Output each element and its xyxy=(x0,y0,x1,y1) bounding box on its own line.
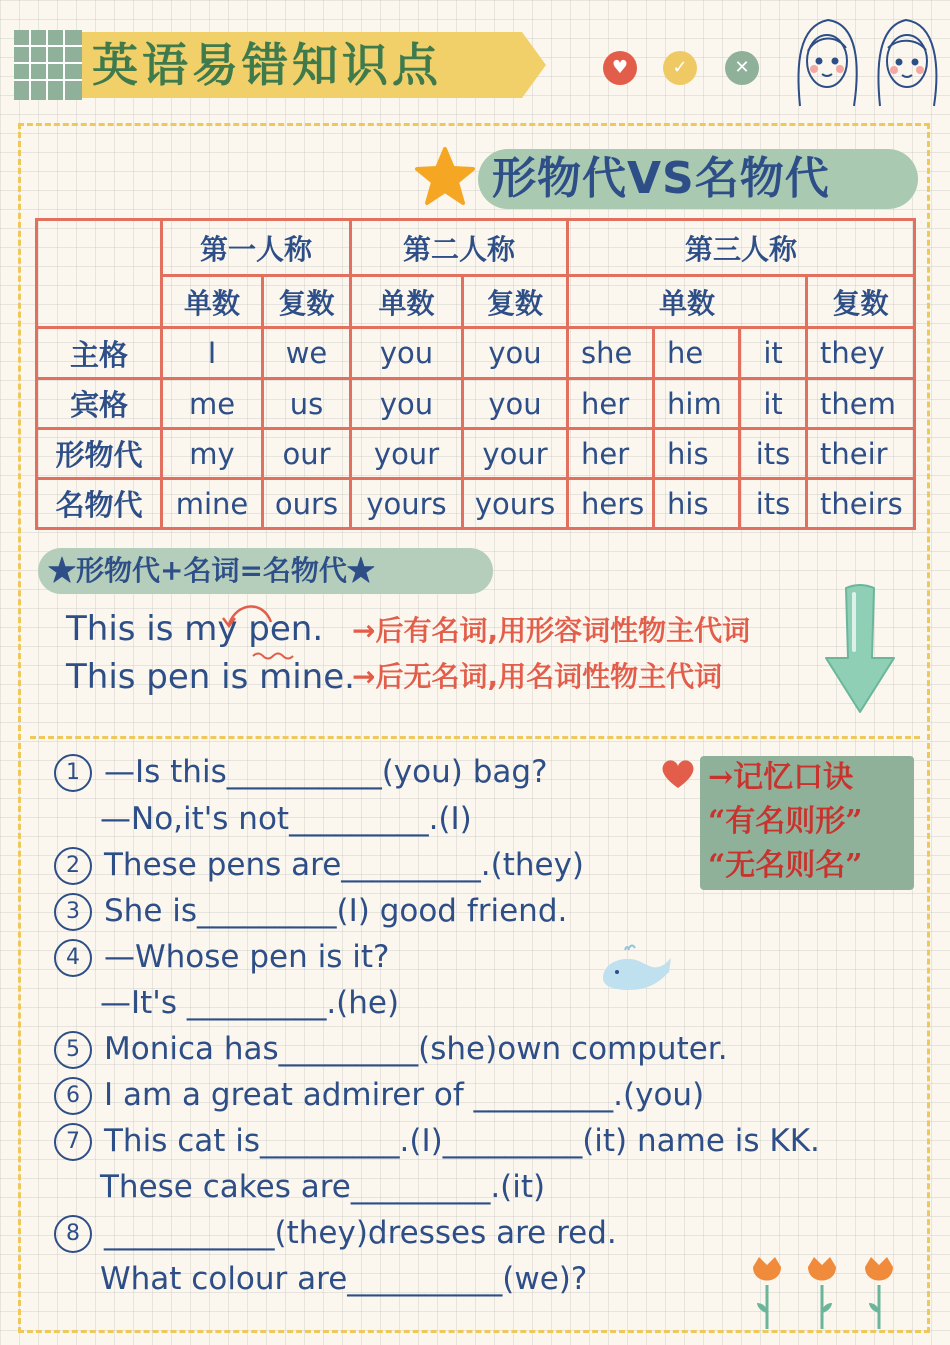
table-corner-cell xyxy=(37,220,162,328)
exercise-line: What colour are__________(we)? xyxy=(100,1261,588,1297)
exercise-line: —No,it's not_________.(I) xyxy=(100,801,472,837)
whale-icon xyxy=(595,940,675,1000)
table-cell: theirs xyxy=(807,479,915,529)
exercise-item xyxy=(54,1073,704,1117)
table-cell: his xyxy=(654,479,740,529)
exercise-line: —Whose pen is it? xyxy=(104,939,390,975)
table-cell: it xyxy=(740,328,807,379)
table-cell: they xyxy=(807,328,915,379)
header-singular: 单数 xyxy=(568,276,807,328)
row-label: 主格 xyxy=(37,328,162,379)
exercise-line: I am a great admirer of _________.(you) xyxy=(104,1077,705,1113)
check-button[interactable]: ✓ xyxy=(663,51,697,85)
exercise-number: 3 xyxy=(54,893,92,931)
table-cell: you xyxy=(351,328,463,379)
header-second-person: 第二人称 xyxy=(351,220,568,276)
exercise-item xyxy=(54,889,567,933)
table-cell: your xyxy=(351,429,463,479)
exercise-item xyxy=(54,1119,820,1163)
table-cell: him xyxy=(654,379,740,429)
table-cell: you xyxy=(463,379,568,429)
exercise-line: These cakes are_________.(it) xyxy=(100,1169,546,1205)
row-label: 名物代 xyxy=(37,479,162,529)
memory-tip-line: →记忆口诀 xyxy=(708,760,854,795)
header-plural: 复数 xyxy=(807,276,915,328)
table-cell: my xyxy=(162,429,263,479)
memory-tip-box xyxy=(700,756,914,890)
girls-avatar-illustration xyxy=(788,6,946,116)
section-divider xyxy=(30,736,920,739)
table-row xyxy=(37,479,915,529)
header-singular: 单数 xyxy=(162,276,263,328)
table-cell: his xyxy=(654,429,740,479)
table-cell: she xyxy=(568,328,654,379)
example-sentence: This pen is mine. xyxy=(66,657,355,697)
exercise-line: —Is this__________(you) bag? xyxy=(104,754,548,790)
table-cell: hers xyxy=(568,479,654,529)
table-cell: he xyxy=(654,328,740,379)
star-icon xyxy=(414,146,476,208)
table-cell: our xyxy=(263,429,351,479)
table-cell: her xyxy=(568,379,654,429)
exercise-line: These pens are_________.(they) xyxy=(104,847,585,883)
exercise-line: Monica has_________(she)own computer. xyxy=(104,1031,728,1067)
table-cell: your xyxy=(463,429,568,479)
table-cell: her xyxy=(568,429,654,479)
exercise-number: 2 xyxy=(54,847,92,885)
table-cell: its xyxy=(740,429,807,479)
example-note: →后有名词,用形容词性物主代词 xyxy=(352,614,751,647)
table-cell: mine xyxy=(162,479,263,529)
table-cell: yours xyxy=(351,479,463,529)
table-row xyxy=(37,328,915,379)
exercise-number: 8 xyxy=(54,1215,92,1253)
exercise-item xyxy=(54,750,548,794)
exercise-item xyxy=(54,1027,728,1071)
table-cell: yours xyxy=(463,479,568,529)
close-button[interactable]: ✕ xyxy=(725,51,759,85)
row-label: 宾格 xyxy=(37,379,162,429)
grid-icon xyxy=(14,30,82,100)
exercise-number: 5 xyxy=(54,1031,92,1069)
exercise-number: 1 xyxy=(54,754,92,792)
header-plural: 复数 xyxy=(263,276,351,328)
down-arrow-icon xyxy=(820,580,900,720)
header-plural: 复数 xyxy=(463,276,568,328)
exercise-number: 7 xyxy=(54,1123,92,1161)
example-sentence: This is my pen. xyxy=(66,609,324,649)
table-cell: you xyxy=(351,379,463,429)
exercise-line: This cat is_________.(I)_________(it) name is KK. xyxy=(104,1123,820,1159)
exercise-line: She is_________(I) good friend. xyxy=(104,893,568,929)
table-cell: its xyxy=(740,479,807,529)
title-banner-arrow xyxy=(522,32,546,98)
exercise-item xyxy=(54,1211,617,1255)
tulips-icon xyxy=(745,1255,910,1335)
header-first-person: 第一人称 xyxy=(162,220,351,276)
table-cell: their xyxy=(807,429,915,479)
heart-button[interactable]: ♥ xyxy=(603,51,637,85)
exercise-line: ___________(they)dresses are red. xyxy=(104,1215,617,1251)
table-cell: me xyxy=(162,379,263,429)
memory-tip-line: “无名则名” xyxy=(708,848,863,883)
pronoun-table xyxy=(35,218,916,530)
memory-tip-line: “有名则形” xyxy=(708,804,863,839)
rule-text: ★形物代+名词=名物代★ xyxy=(48,554,375,587)
table-cell: ours xyxy=(263,479,351,529)
table-row xyxy=(37,429,915,479)
table-cell: it xyxy=(740,379,807,429)
exercise-item xyxy=(54,935,389,979)
example-note: →后无名词,用名词性物主代词 xyxy=(352,660,723,693)
row-label: 形物代 xyxy=(37,429,162,479)
exercise-number: 4 xyxy=(54,939,92,977)
table-cell: us xyxy=(263,379,351,429)
heart-icon xyxy=(660,756,696,790)
table-cell: we xyxy=(263,328,351,379)
header-singular: 单数 xyxy=(351,276,463,328)
page-title: 英语易错知识点 xyxy=(92,38,442,92)
section-title: 形物代VS名物代 xyxy=(492,153,830,204)
table-cell: them xyxy=(807,379,915,429)
exercise-line: —It's _________.(he) xyxy=(100,985,400,1021)
exercise-number: 6 xyxy=(54,1077,92,1115)
exercise-item xyxy=(54,843,584,887)
table-cell: you xyxy=(463,328,568,379)
table-cell: I xyxy=(162,328,263,379)
header-third-person: 第三人称 xyxy=(568,220,915,276)
table-row xyxy=(37,379,915,429)
